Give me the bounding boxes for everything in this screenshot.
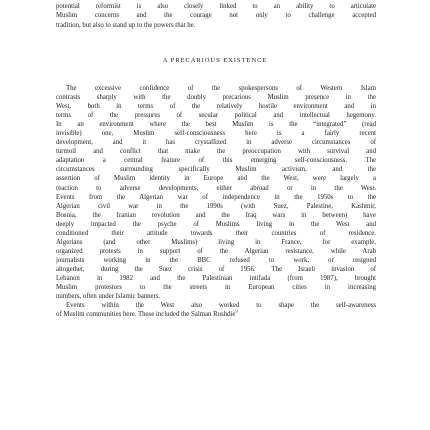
text-line: Muslim protestors to the streets in European cities in increasing [56, 284, 376, 292]
text-line: journalists working in the BBC refused to work, or resigned [56, 256, 376, 264]
text-line: terms of the pressures of secular political and intellectual hegemony. [56, 112, 376, 120]
text-line: Events within the West also worked to shape the self-awareness [66, 302, 376, 310]
text-line: Muslim concerns and the courage not only to challenge accepted [56, 12, 376, 20]
text-line: tradition, but also to stand up to the powers that be. [56, 21, 196, 29]
text-line: development, and it has crystallized in adverse circumstances of [56, 139, 376, 147]
text-line: altogether, during the Suez crisis of 1956. The Israeli invasion of [56, 265, 376, 273]
text-line: adaptation a central feature of this emerging self-consciousness. The [56, 157, 376, 165]
text-line: Events from the Algerian war of independence in the 1950s to the [56, 193, 376, 201]
text-line: Lebanon in 1982 and the Palestinian intifada (from 1987), brought [56, 274, 376, 282]
text-line: In an environment where the best Muslim is the “integrated” (read [56, 121, 376, 129]
text-line: The excessive confidence of the spokespersons of Western Islam [66, 85, 376, 92]
top-paragraph [56, 2, 376, 30]
text-line: turmoil and conflict that make the preoccupation with survival and [56, 148, 376, 156]
body-text [56, 84, 376, 319]
text-line: circumstances surrounding specifically Muslim activism, and the [56, 166, 376, 174]
text-line: reaction to adverse developments, either abroad or in the West. [56, 184, 376, 192]
paragraph-2 [56, 301, 376, 319]
text-line: assertion of Muslim identity in Europe and the West, were largely a [56, 175, 376, 183]
paragraph-1 [56, 84, 376, 301]
text-line: deeply impacted the psyche of Muslims living in the West and [56, 220, 376, 228]
text-line: Algerians (and other Muslims) living in France, for example, [56, 238, 376, 246]
text-line: invisible) one, Muslim self-consciousness here is a fairly recent [56, 130, 376, 138]
text-line: West, both in terms of the relatively hostile environment and in [56, 103, 376, 111]
text-line: Algerian civil war in the 1990s (with Suez, Palestine, Kashmir, [56, 202, 376, 210]
text-line: conditioned their attitude towards their countries of residence. [56, 229, 376, 237]
text-line: of Muslim communities here. These included the Salman Rushdie$^9$ [56, 310, 238, 319]
text-line: Bosnia, the Iranian revolution and the Iraq wars in between) have [56, 211, 376, 219]
text-line: potential reformist is also closely linked to an ability to articulate [56, 3, 376, 10]
text-line: organized protests in support of the Algerian resistance, while Arab [56, 247, 376, 255]
text-line: contrasts sharply with the doubly precarious Muslim presence in the [56, 94, 376, 102]
footnote-marker: 9 [235, 310, 238, 314]
text-line: numbers, often under Islamic banners. [56, 293, 161, 301]
section-heading: A PRECARIOUS EXISTENCE [162, 57, 268, 64]
